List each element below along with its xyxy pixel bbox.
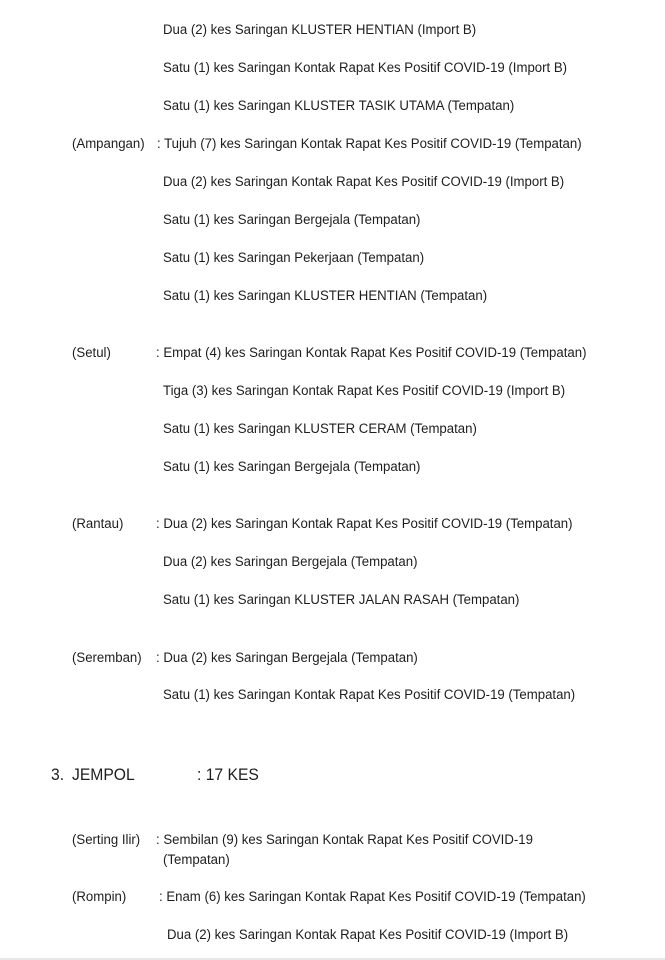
case-line: : Dua (2) kes Saringan Kontak Rapat Kes Positif COVID-19 (Tempatan) [156, 516, 573, 532]
case-line: Satu (1) kes Saringan Pekerjaan (Tempatan) [163, 250, 425, 266]
case-line: Satu (1) kes Saringan KLUSTER CERAM (Tempatan) [163, 421, 477, 437]
case-line: Satu (1) kes Saringan KLUSTER HENTIAN (Tempatan) [163, 288, 488, 304]
case-line: Dua (2) kes Saringan KLUSTER HENTIAN (Import B) [163, 22, 477, 38]
section-district: JEMPOL [72, 766, 135, 784]
area-label-serting-ilir: (Serting Ilir) [72, 832, 141, 848]
case-line: : Dua (2) kes Saringan Bergejala (Tempatan) [156, 650, 418, 666]
area-label-rompin: (Rompin) [72, 889, 127, 905]
case-line: : Enam (6) kes Saringan Kontak Rapat Kes Positif COVID-19 (Tempatan) [159, 889, 586, 905]
case-line: Satu (1) kes Saringan Kontak Rapat Kes Positif COVID-19 (Import B) [163, 60, 568, 76]
area-label-setul: (Setul) [72, 345, 111, 361]
area-label-seremban: (Seremban) [72, 650, 142, 666]
case-line: Dua (2) kes Saringan Kontak Rapat Kes Positif COVID-19 (Import B) [167, 927, 569, 943]
case-line: : Tujuh (7) kes Saringan Kontak Rapat Kes Positif COVID-19 (Tempatan) [157, 136, 582, 152]
area-label-rantau: (Rantau) [72, 516, 124, 532]
case-line: : Sembilan (9) kes Saringan Kontak Rapat Kes Positif COVID-19 [156, 832, 533, 848]
case-line: Tiga (3) kes Saringan Kontak Rapat Kes Positif COVID-19 (Import B) [163, 383, 566, 399]
case-line: : Empat (4) kes Saringan Kontak Rapat Kes Positif COVID-19 (Tempatan) [156, 345, 587, 361]
case-line-continued: (Tempatan) [163, 852, 230, 868]
section-total: : 17 KES [197, 766, 259, 784]
section-number: 3. [51, 766, 65, 784]
case-line: Satu (1) kes Saringan Bergejala (Tempatan) [163, 212, 421, 228]
case-line: Satu (1) kes Saringan KLUSTER TASIK UTAMA (Tempatan) [163, 98, 515, 114]
area-label-ampangan: (Ampangan) [72, 136, 145, 152]
case-line: Dua (2) kes Saringan Bergejala (Tempatan) [163, 554, 418, 570]
case-line: Dua (2) kes Saringan Kontak Rapat Kes Positif COVID-19 (Import B) [163, 174, 565, 190]
case-line: Satu (1) kes Saringan Kontak Rapat Kes Positif COVID-19 (Tempatan) [163, 687, 576, 703]
case-line: Satu (1) kes Saringan Bergejala (Tempatan) [163, 459, 421, 475]
case-line: Satu (1) kes Saringan KLUSTER JALAN RASAH (Tempatan) [163, 592, 520, 608]
